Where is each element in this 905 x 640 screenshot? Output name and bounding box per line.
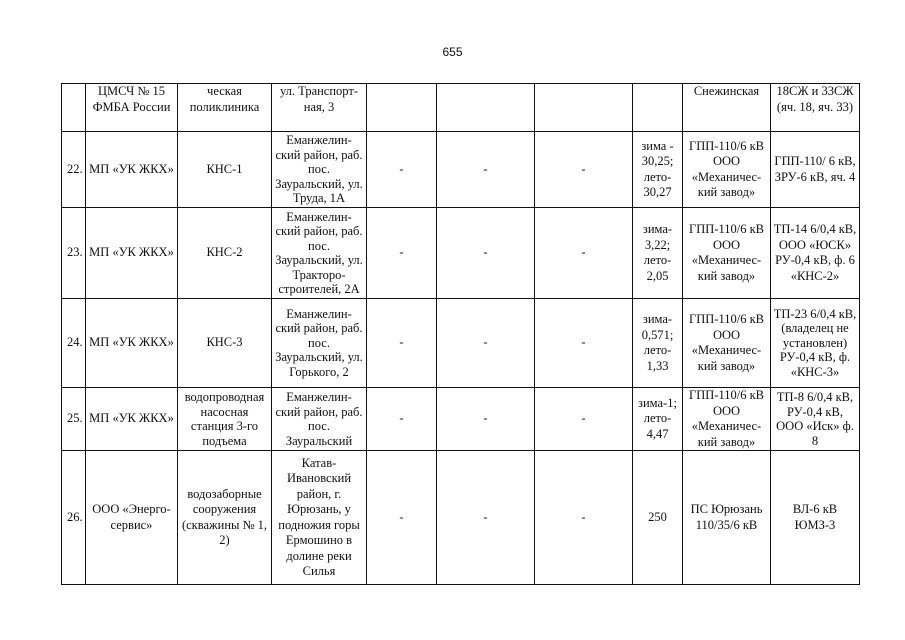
table-row xyxy=(62,84,860,132)
table-row xyxy=(62,299,860,388)
cell-load: 250 xyxy=(633,451,683,585)
cell-num: 23. xyxy=(62,208,86,299)
cell-address: Еманжелин-ский район, раб. пос. Зауральский xyxy=(272,388,367,451)
cell-address: Еманжелин-ский район, раб. пос. Зауральский, ул. Тракторо-строителей, 2А xyxy=(272,208,367,299)
cell-connection: ГПП-110/ 6 кВ, ЗРУ-6 кВ, яч. 4 xyxy=(771,132,860,208)
page-number: 655 xyxy=(442,45,463,59)
table-row xyxy=(62,208,860,299)
cell-c5: - xyxy=(367,388,437,451)
cell-load: зима- 3,22; лето- 2,05 xyxy=(633,208,683,299)
cell-c6: - xyxy=(437,299,535,388)
cell-load: зима - 30,25; лето- 30,27 xyxy=(633,132,683,208)
cell-address: Еманжелин-ский район, раб. пос. Зауральский, ул. Горького, 2 xyxy=(272,299,367,388)
cell-object: КНС-3 xyxy=(178,299,272,388)
cell-connection: ТП-23 6/0,4 кВ, (владелец не установлен) РУ-0,4 кВ, ф. «КНС-3» xyxy=(771,299,860,388)
cell-load xyxy=(633,84,683,132)
cell-connection: ТП-14 6/0,4 кВ, ООО «ЮСК» РУ-0,4 кВ, ф. 6 «КНС-2» xyxy=(771,208,860,299)
cell-connection: 18СЖ и 33СЖ (яч. 18, яч. 33) xyxy=(771,84,860,132)
cell-c7: - xyxy=(535,132,633,208)
cell-c7: - xyxy=(535,208,633,299)
cell-c5: - xyxy=(367,132,437,208)
cell-num: 25. xyxy=(62,388,86,451)
cell-org: МП «УК ЖКХ» xyxy=(86,299,178,388)
cell-c6 xyxy=(437,84,535,132)
cell-address: Еманжелин-ский район, раб. пос. Зауральский, ул. Труда, 1А xyxy=(272,132,367,208)
cell-c6: - xyxy=(437,388,535,451)
cell-num: 24. xyxy=(62,299,86,388)
table-row xyxy=(62,451,860,585)
cell-load: зима-1; лето- 4,47 xyxy=(633,388,683,451)
table-row xyxy=(62,132,860,208)
table-row xyxy=(62,388,860,451)
cell-c5: - xyxy=(367,299,437,388)
cell-c6: - xyxy=(437,451,535,585)
cell-num: 26. xyxy=(62,451,86,585)
cell-c5 xyxy=(367,84,437,132)
cell-load: зима- 0,571; лето- 1,33 xyxy=(633,299,683,388)
cell-c6: - xyxy=(437,208,535,299)
cell-object: водозаборные сооружения (скважины № 1, 2) xyxy=(178,451,272,585)
cell-org: ООО «Энерго-сервис» xyxy=(86,451,178,585)
cell-source: ГПП-110/6 кВ ООО «Механичес-кий завод» xyxy=(683,132,771,208)
cell-source: ГПП-110/6 кВ ООО «Механичес-кий завод» xyxy=(683,388,771,451)
cell-object: КНС-1 xyxy=(178,132,272,208)
cell-c6: - xyxy=(437,132,535,208)
cell-source: ГПП-110/6 кВ ООО «Механичес-кий завод» xyxy=(683,299,771,388)
cell-c7: - xyxy=(535,388,633,451)
cell-num xyxy=(62,84,86,132)
cell-connection: ВЛ-6 кВ ЮМЗ-3 xyxy=(771,451,860,585)
cell-c5: - xyxy=(367,451,437,585)
cell-source: ГПП-110/6 кВ ООО «Механичес-кий завод» xyxy=(683,208,771,299)
cell-source: ПС Юрюзань 110/35/6 кВ xyxy=(683,451,771,585)
substations-table xyxy=(61,83,860,585)
cell-c7 xyxy=(535,84,633,132)
cell-object: водопроводная насосная станция 3-го подъема xyxy=(178,388,272,451)
cell-num: 22. xyxy=(62,132,86,208)
cell-org: ЦМСЧ № 15 ФМБА России xyxy=(86,84,178,132)
cell-c7: - xyxy=(535,299,633,388)
cell-object: КНС-2 xyxy=(178,208,272,299)
cell-c5: - xyxy=(367,208,437,299)
cell-org: МП «УК ЖКХ» xyxy=(86,132,178,208)
cell-c7: - xyxy=(535,451,633,585)
cell-connection: ТП-8 6/0,4 кВ, РУ-0,4 кВ, ООО «Иск» ф. 8 xyxy=(771,388,860,451)
cell-address: Катав-Ивановский район, г. Юрюзань, у подножия горы Ермошино в долине реки Силья xyxy=(272,451,367,585)
cell-org: МП «УК ЖКХ» xyxy=(86,208,178,299)
cell-address: ул. Транспорт-ная, 3 xyxy=(272,84,367,132)
cell-object: ческая поликлиника xyxy=(178,84,272,132)
cell-source: Снежинская xyxy=(683,84,771,132)
cell-org: МП «УК ЖКХ» xyxy=(86,388,178,451)
